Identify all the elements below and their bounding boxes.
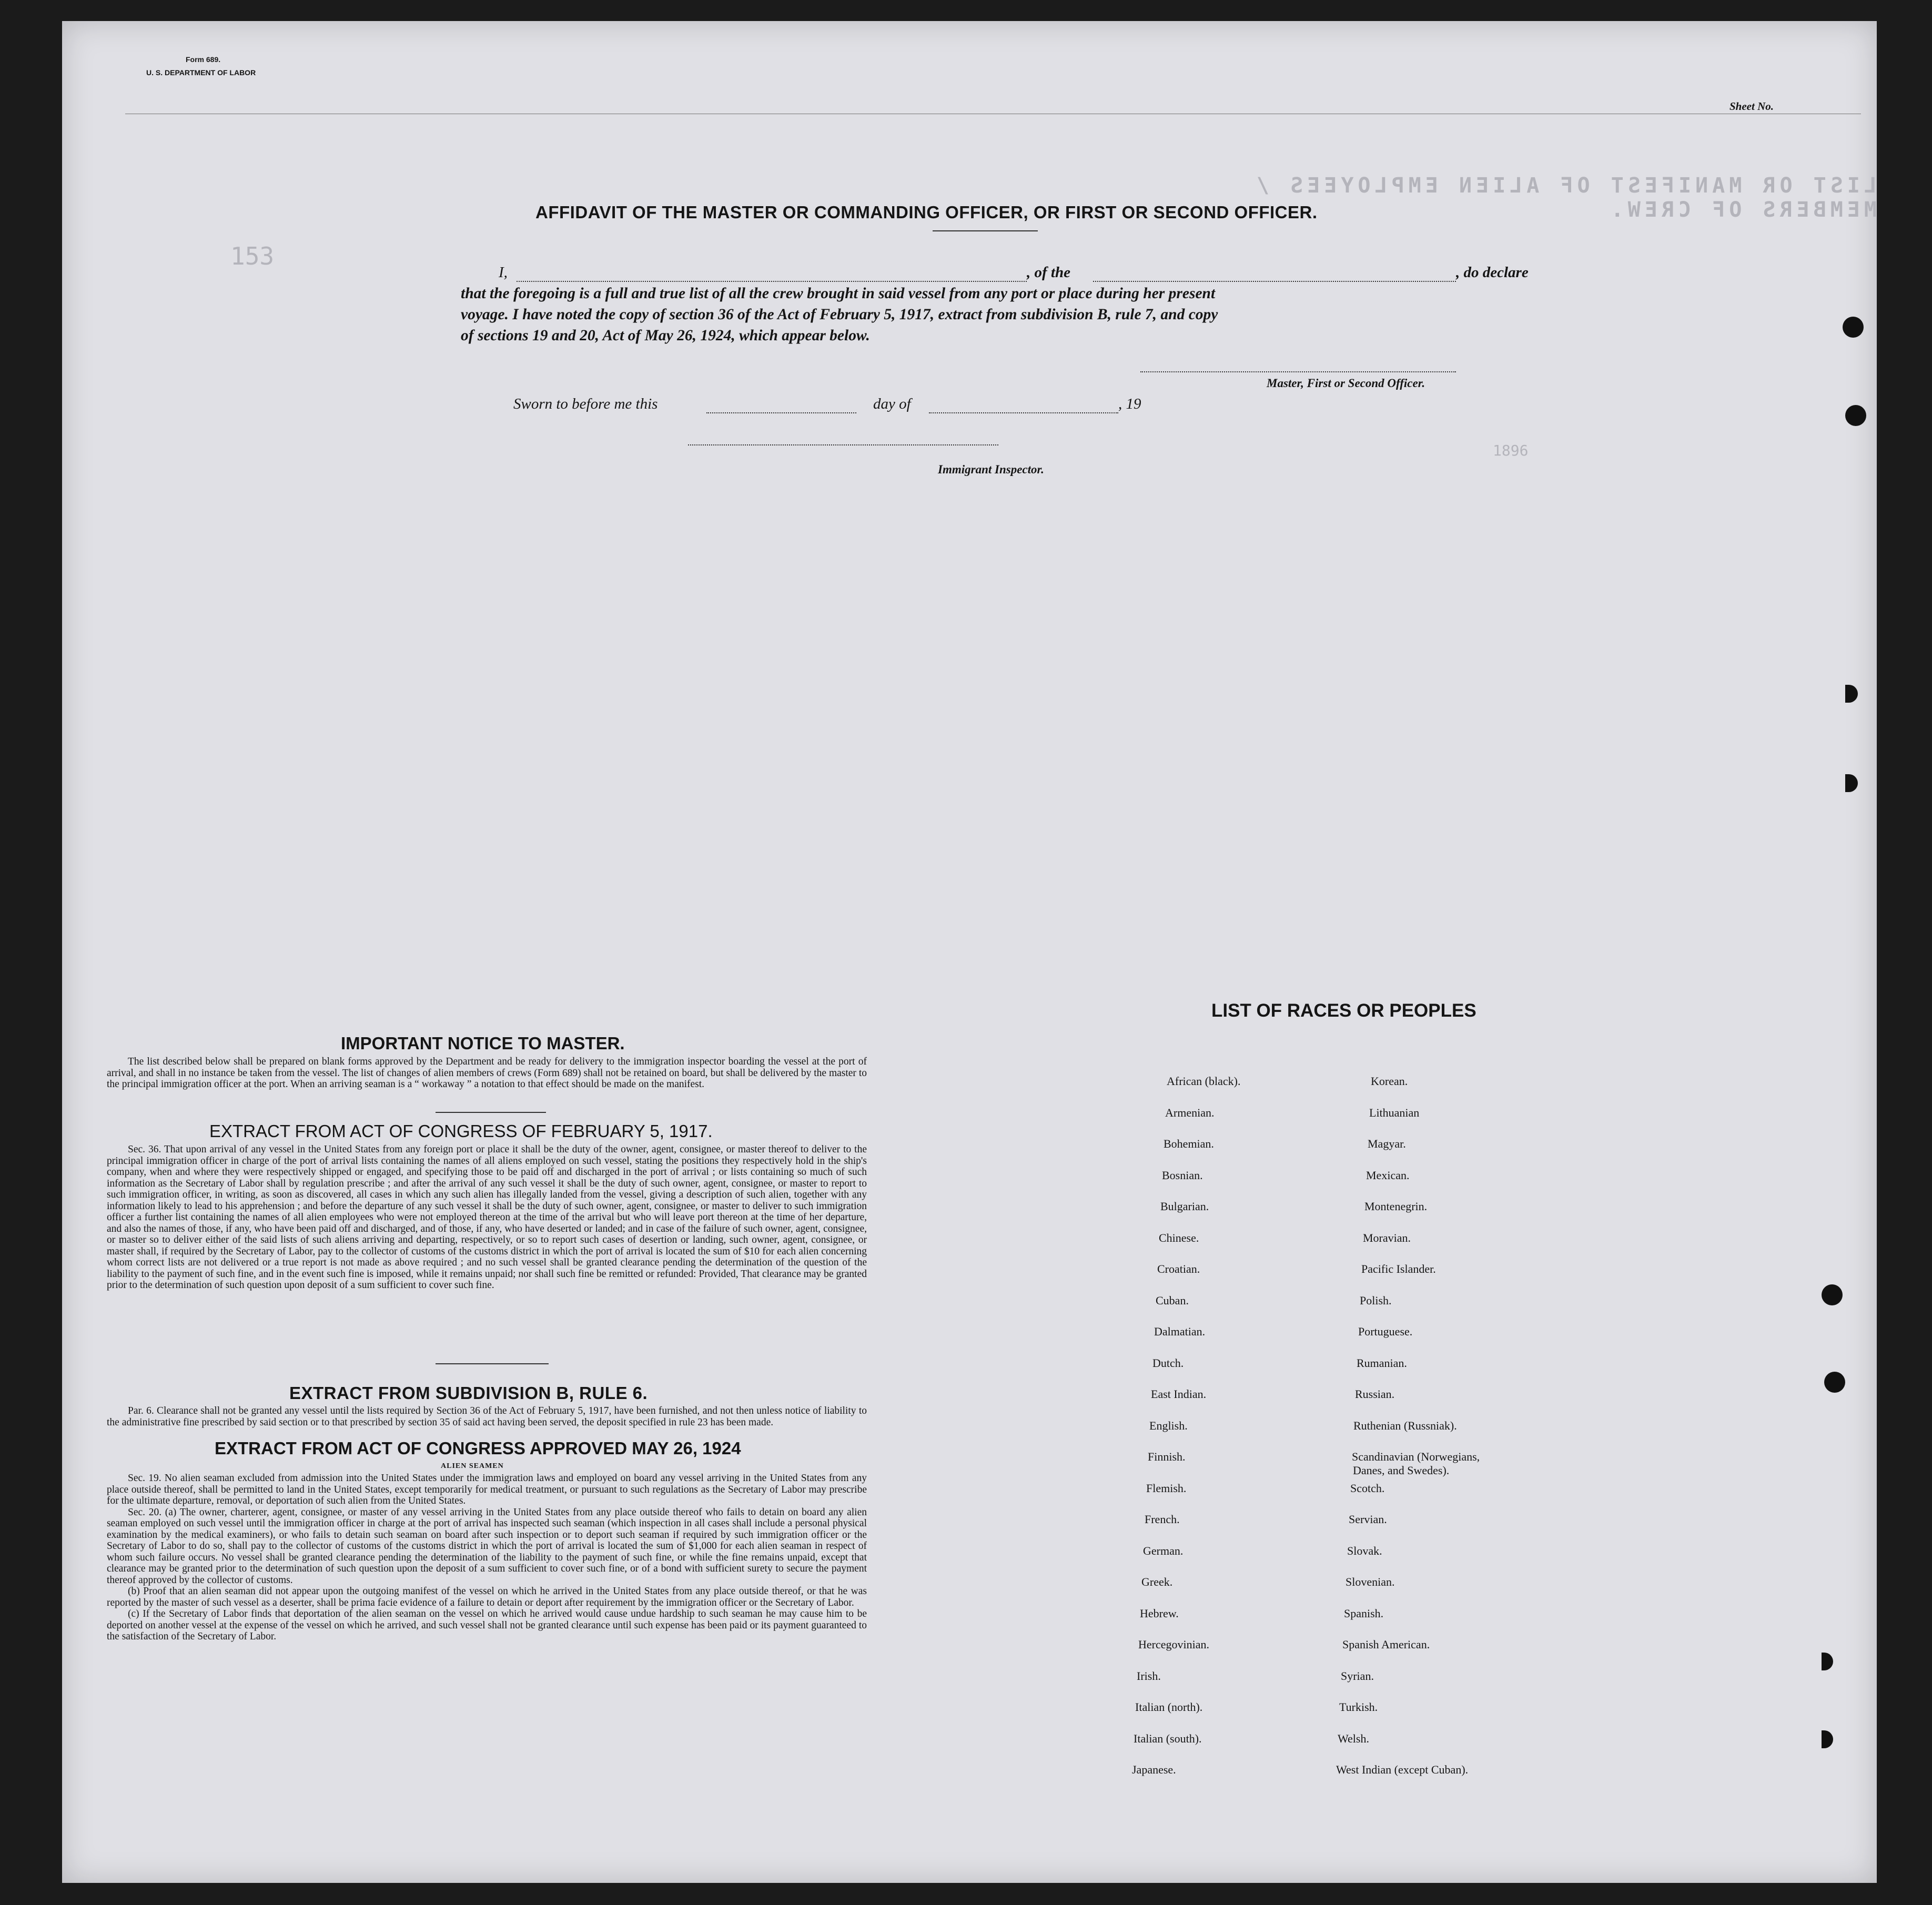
race-item: Moravian. <box>1363 1231 1411 1244</box>
binder-hole <box>1822 1730 1833 1748</box>
race-item: Bulgarian. <box>1160 1200 1209 1213</box>
extract-rule6-title: EXTRACT FROM SUBDIVISION B, RULE 6. <box>289 1383 648 1403</box>
race-item: East Indian. <box>1151 1387 1207 1401</box>
race-item: Portuguese. <box>1358 1325 1413 1338</box>
race-item: Turkish. <box>1339 1700 1378 1714</box>
binder-hole <box>1822 1284 1843 1305</box>
inspector-signature-line[interactable] <box>688 444 998 445</box>
race-item: Japanese. <box>1132 1763 1176 1776</box>
form-number: Form 689. <box>186 55 221 64</box>
notice-title: IMPORTANT NOTICE TO MASTER. <box>341 1033 625 1053</box>
race-item: Rumanian. <box>1357 1356 1407 1370</box>
sheet-number-label: Sheet No. <box>1729 100 1774 113</box>
race-item: Dalmatian. <box>1154 1325 1206 1338</box>
race-item: Cuban. <box>1156 1293 1189 1307</box>
notice-body: The list described below shall be prepared on blank forms approved by the Department and be ready for delivery to the immigration inspector boarding the vessel at the port of arrival, and shall in no instance be taken from the vessel. The list of changes of alien members of crews (Form 689) shall not be retained on board, but shall be delivered by the master to the principal immigration officer at the port. When an arriving seaman is a “ workaway ” a notation to that effect should be made on the manifest. <box>107 1056 867 1090</box>
race-item: Armenian. <box>1165 1106 1215 1119</box>
binder-hole <box>1843 317 1864 338</box>
master-signature-label: Master, First or Second Officer. <box>1267 377 1425 390</box>
section-20b-paragraph: (b) Proof that an alien seaman did not appear upon the outgoing manifest of the vessel on which he arrived in the United States from any place outside thereof, or that he was reported by the master of such vessel as a deserter, shall be prima facie evidence of a failure to detain or deport after requirement by the immigration officer or the Secretary of Labor. <box>107 1586 867 1608</box>
day-of-label: day of <box>873 396 911 412</box>
race-item: Slovak. <box>1347 1544 1382 1557</box>
race-item: Pacific Islander. <box>1361 1262 1436 1275</box>
extract-1924-title: EXTRACT FROM ACT OF CONGRESS APPROVED MAY 26, 1924 <box>215 1438 741 1458</box>
race-item: Italian (north). <box>1135 1700 1203 1714</box>
race-item: Danes, and Swedes). <box>1353 1464 1450 1477</box>
race-item: Slovenian. <box>1346 1575 1395 1588</box>
race-item: Greek. <box>1141 1575 1173 1588</box>
extract-1924-subtitle: ALIEN SEAMEN <box>441 1462 504 1470</box>
race-item: Finnish. <box>1148 1450 1186 1463</box>
race-item: Spanish. <box>1344 1606 1384 1620</box>
affidavit-of-the-label: , of the <box>1027 264 1070 281</box>
race-item: Flemish. <box>1146 1481 1187 1495</box>
affidavit-i-label: I, <box>499 264 508 281</box>
document-sheet <box>62 21 1877 1883</box>
inspector-label: Immigrant Inspector. <box>938 463 1044 476</box>
race-item: Syrian. <box>1341 1669 1374 1683</box>
vessel-name-line[interactable] <box>1093 281 1456 282</box>
race-item: Ruthenian (Russniak). <box>1353 1418 1457 1432</box>
binder-hole <box>1824 1372 1845 1393</box>
race-item: Chinese. <box>1159 1231 1199 1244</box>
affidavit-declare-label: , do declare <box>1456 264 1529 281</box>
race-item: Croatian. <box>1157 1262 1200 1275</box>
affidavit-title: AFFIDAVIT OF THE MASTER OR COMMANDING OFFICER, OR FIRST OR SECOND OFFICER. <box>535 202 1318 222</box>
race-item: Mexican. <box>1366 1168 1410 1182</box>
race-item: Scandinavian (Norwegians, <box>1352 1450 1480 1463</box>
races-title: LIST OF RACES OR PEOPLES <box>1211 1000 1476 1021</box>
sworn-label: Sworn to before me this <box>513 396 658 412</box>
notice-divider <box>436 1112 546 1113</box>
race-item: Scotch. <box>1350 1481 1385 1495</box>
race-item: Bosnian. <box>1162 1168 1203 1182</box>
master-signature-line[interactable] <box>1140 371 1456 372</box>
section-20a-paragraph: Sec. 20. (a) The owner, charterer, agent, consignee, or master of any vessel arriving in the United States from any place outside thereof who fails to detain on board any alien seaman employed on such vessel until the immigration officer in charge at the port of arrival has inspected such seaman (which inspection in all cases shall include a personal physical examination by the medical examiners), or who fails to detain such seaman on board after such inspection or to deport such seaman if required by such immigration officer or the Secretary of Labor to do so, shall pay to the collector of customs of the customs district in which the port of arrival is located the sum of $1,000 for each alien seaman in respect of whom such failure occurs. No vessel shall be granted clearance pending the determination of the liability to the payment of such fine, or while the fine remains unpaid, except that clearance may be granted prior to the determination of such question upon the deposit of a sum sufficient to cover such fine, or of a bond with sufficient surety to secure the payment thereof approved by the collector of customs. <box>107 1506 867 1586</box>
section-19-paragraph: Sec. 19. No alien seaman excluded from admission into the United States under the immigration laws and employed on board any vessel arriving in the United States from any place outside thereof, shall be permitted to land in the United States, except temporarily for medical treatment, or pursuant to such regulations as the Secretary of Labor may prescribe for the ultimate departure, removal, or deportation of such alien from the United States. <box>107 1473 867 1506</box>
race-item: French. <box>1145 1513 1180 1526</box>
race-item: West Indian (except Cuban). <box>1336 1763 1469 1776</box>
binder-hole <box>1822 1653 1833 1670</box>
declarant-name-line[interactable] <box>517 281 1027 282</box>
race-item: Spanish American. <box>1342 1638 1430 1651</box>
extract-1917-title: EXTRACT FROM ACT OF CONGRESS OF FEBRUARY 5, 1917. <box>209 1121 713 1141</box>
race-item: Servian. <box>1349 1513 1387 1526</box>
affidavit-title-rule <box>933 230 1038 231</box>
race-item: German. <box>1143 1544 1184 1557</box>
binder-hole <box>1845 685 1858 703</box>
affidavit-statement-line: that the foregoing is a full and true list of all the crew brought in said vessel from any port or place during her present <box>461 285 1216 302</box>
affidavit-statement-line: of sections 19 and 20, Act of May 26, 1924, which appear below. <box>461 327 870 344</box>
race-item: African (black). <box>1167 1075 1241 1088</box>
race-item: Irish. <box>1137 1669 1161 1683</box>
bleed-through-number: 153 <box>230 242 275 270</box>
extract-1917-body: Sec. 36. That upon arrival of any vessel in the United States from any foreign port or place it shall be the duty of the owner, agent, consignee, or master thereof to deliver to the principal immigration officer in charge of the port of arrival lists containing the names of all aliens employed on such vessel, stating the positions they respectively hold in the ship's company, when and where they were respectively shipped or engaged, and specifying those to be paid off and discharged in the port of arrival ; or lists containing so much of such information as the Secretary of Labor shall by regulation prescribe ; and after the arrival of any such vessel it shall be the duty of such owner, agent, consignee, or master to report to such immigration officer, in writing, as soon as discovered, all cases in which any such alien has illegally landed from the vessel, giving a description of such alien, together with any information likely to lead to his apprehension ; and before the departure of any such vessel it shall be the duty of such owner, agent, consignee, or master to deliver to such immigration officer a further list containing the names of all alien employees who were not employed thereon at the time of the arrival but who will leave port thereon at the time of her departure, and also the names of those, if any, who have been paid off and discharged, and of those, if any, who have deserted or landed; and in case of the failure of such owner, agent, consignee, or master so to deliver either of the said lists of such aliens arriving and departing, respectively, or so to report such cases of desertion or landing, such owner, agent, consignee, or master shall, if required by the Secretary of Labor, pay to the collector of customs of the customs district in which the port of arrival is located the sum of $10 for each alien concerning whom correct lists are not delivered or a true report is not made as above required ; and no such vessel shall be granted clearance pending the determination of the question of the liability to the payment of such fine, and in the event such fine is imposed, while it remains unpaid; nor shall such fine be remitted or refunded: Provided, That clearance may be granted prior to the determination of such question upon deposit of a sum sufficient to cover such fine. <box>107 1144 867 1291</box>
binder-hole <box>1845 774 1858 792</box>
race-item: Italian (south). <box>1134 1731 1202 1745</box>
race-item: Bohemian. <box>1164 1137 1214 1150</box>
race-item: Welsh. <box>1338 1731 1369 1745</box>
affidavit-statement-line: voyage. I have noted the copy of section 36 of the Act of February 5, 1917, extract from subdivision B, rule 7, and copy <box>461 306 1218 323</box>
race-item: Russian. <box>1355 1387 1395 1401</box>
extract-rule6-body: Par. 6. Clearance shall not be granted any vessel until the lists required by Section 36 of the Act of February 5, 1917, have been furnished, and not then unless notice of liability to the administrative fine prescribed by said section or to that prescribed by section 35 of said act having been served, the deposit specified in rule 23 has been made. <box>107 1405 867 1428</box>
race-item: Montenegrin. <box>1364 1200 1428 1213</box>
sworn-day-line[interactable] <box>706 412 856 413</box>
race-item: Polish. <box>1360 1293 1392 1307</box>
bleed-through-number: 1896 <box>1493 442 1529 459</box>
section-20c-paragraph: (c) If the Secretary of Labor finds that deportation of the alien seaman on the vessel on which he arrived would cause undue hardship to such seaman he may cause him to be deported on another vessel at the expense of the vessel on which he arrived, and such vessel shall not be granted clearance until such expense has been paid or its payment guaranteed to the satisfaction of the Secretary of Labor. <box>107 1608 867 1642</box>
race-item: Magyar. <box>1368 1137 1406 1150</box>
department-name: U. S. DEPARTMENT OF LABOR <box>146 68 256 77</box>
binder-hole <box>1845 405 1866 426</box>
race-item: Lithuanian <box>1369 1106 1420 1119</box>
year-prefix-label: , 19 <box>1118 396 1141 412</box>
race-item: Hebrew. <box>1140 1606 1179 1620</box>
bleed-through-title: LIST OR MANIFEST OF ALIEN EMPLOYEES / MEMBERS OF CREW. <box>1252 174 1877 222</box>
race-item: Korean. <box>1371 1075 1408 1088</box>
race-item: Dutch. <box>1152 1356 1184 1370</box>
race-item: English. <box>1149 1418 1188 1432</box>
extract-1917-divider <box>436 1363 549 1364</box>
sworn-month-line[interactable] <box>929 412 1118 413</box>
race-item: Hercegovinian. <box>1138 1638 1209 1651</box>
extract-1924-body <box>107 1473 867 1643</box>
